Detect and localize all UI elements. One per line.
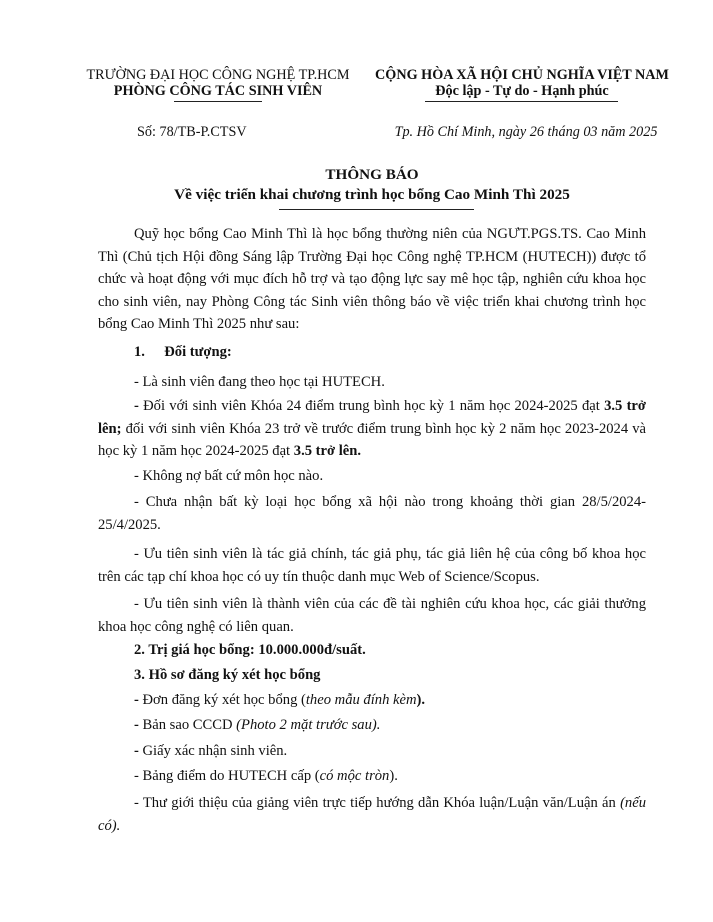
doc-application-form-text: Đơn đăng ký xét học bổng (	[142, 692, 306, 708]
subject-underline	[279, 209, 474, 210]
section1-heading	[134, 344, 232, 361]
department-name: PHÒNG CÔNG TÁC SINH VIÊN	[113, 83, 323, 99]
notice-heading: THÔNG BÁO	[325, 166, 419, 183]
criterion-gpa-bold2: 3.5 trở lên.	[293, 443, 362, 459]
doc-recommendation-letter	[98, 792, 646, 837]
section1-title: Đối tượng:	[164, 344, 232, 360]
motto-underline	[425, 101, 618, 102]
criterion-research-priority: - Ưu tiên sinh viên là thành viên của các đề tài nghiên cứu khoa học, các giải thưởng khoa học công nghệ có liên quan.	[98, 596, 646, 635]
doc-student-certificate-dash: -	[134, 743, 143, 759]
doc-transcript-text: - Bảng điểm do HUTECH cấp (	[134, 768, 320, 784]
criterion-no-other-scholarship: - Chưa nhận bất kỳ loại học bổng xã hội nào trong khoảng thời gian 28/5/2024-25/4/2025.	[98, 494, 646, 533]
doc-transcript-note: có mộc tròn	[319, 768, 390, 784]
criterion-gpa-bold1: 3.5 trở lên;	[98, 398, 646, 437]
doc-recommendation-letter-note: (nếu có).	[98, 795, 646, 834]
section1-number: 1.	[134, 344, 145, 360]
doc-id-copy	[134, 715, 380, 735]
intro-paragraph: Quỹ học bổng Cao Minh Thì là học bổng thường niên của NGƯT.PGS.TS. Cao Minh Thì (Chủ tịch Hội đồng Sáng lập Trường Đại học Công nghệ TP.HCM (HUTECH)) được tổ chức và hoạt động với mục đích hỗ trợ và tạo động lực say mê học tập, nghiên cứu khoa học cho sinh viên, nay Phòng Công tác Sinh viên thông báo về việc triển khai chương trình học bổng Cao Minh Thì 2025 như sau:	[98, 226, 646, 332]
criterion-gpa-part1: Đối với sinh viên Khóa 24 điểm trung bình học kỳ 1 năm học 2024-2025 đạt	[143, 398, 605, 414]
doc-application-form-end: ).	[416, 692, 426, 708]
doc-id-copy-dash: -	[134, 717, 143, 733]
doc-application-form	[134, 690, 425, 710]
criterion-enrolled: - Là sinh viên đang theo học tại HUTECH.	[134, 374, 385, 390]
doc-id-copy-text: Bản sao CCCD	[142, 717, 237, 733]
university-name: TRƯỜNG ĐẠI HỌC CÔNG NGHỆ TP.HCM	[86, 67, 350, 83]
department-underline	[174, 101, 262, 102]
doc-id-copy-note: (Photo 2 mặt trước sau).	[236, 717, 381, 733]
criterion-gpa-dash: -	[134, 398, 144, 414]
criterion-no-debt: - Không nợ bất cứ môn học nào.	[134, 468, 324, 484]
notice-subject: Về việc triển khai chương trình học bổng Cao Minh Thì 2025	[174, 186, 570, 203]
doc-student-certificate	[134, 741, 287, 761]
criterion-publication-priority: - Ưu tiên sinh viên là tác giả chính, tác giả phụ, tác giả liên hệ của công bố khoa học trên các tạp chí khoa học có uy tín thuộc danh mục Web of Science/Scopus.	[98, 546, 646, 585]
doc-application-form-dash: -	[134, 692, 143, 708]
doc-transcript	[134, 766, 398, 786]
country-name: CỘNG HÒA XÃ HỘI CHỦ NGHĨA VIỆT NAM	[375, 67, 669, 83]
criterion-gpa-part2: đối với sinh viên Khóa 23 trở về trước điểm trung bình học kỳ 2 năm học 2023-2024 và học kỳ 1 năm học 2024-2025 đạt	[98, 420, 646, 459]
document-number: Số: 78/TB-P.CTSV	[137, 124, 247, 140]
doc-application-form-note: theo mẫu đính kèm	[305, 692, 417, 708]
national-motto: Độc lập - Tự do - Hạnh phúc	[435, 83, 609, 99]
doc-student-certificate-text: Giấy xác nhận sinh viên.	[142, 743, 288, 759]
criterion-gpa	[98, 395, 646, 463]
section2-scholarship-value: 2. Trị giá học bổng: 10.000.000đ/suất.	[134, 642, 366, 658]
section3-heading: 3. Hồ sơ đăng ký xét học bổng	[134, 667, 321, 683]
doc-transcript-end: ).	[389, 768, 398, 784]
place-date: Tp. Hồ Chí Minh, ngày 26 tháng 03 năm 2025	[394, 124, 658, 140]
doc-recommendation-letter-text: - Thư giới thiệu của giảng viên trực tiếp hướng dẫn Khóa luận/Luận văn/Luận án	[134, 795, 621, 811]
